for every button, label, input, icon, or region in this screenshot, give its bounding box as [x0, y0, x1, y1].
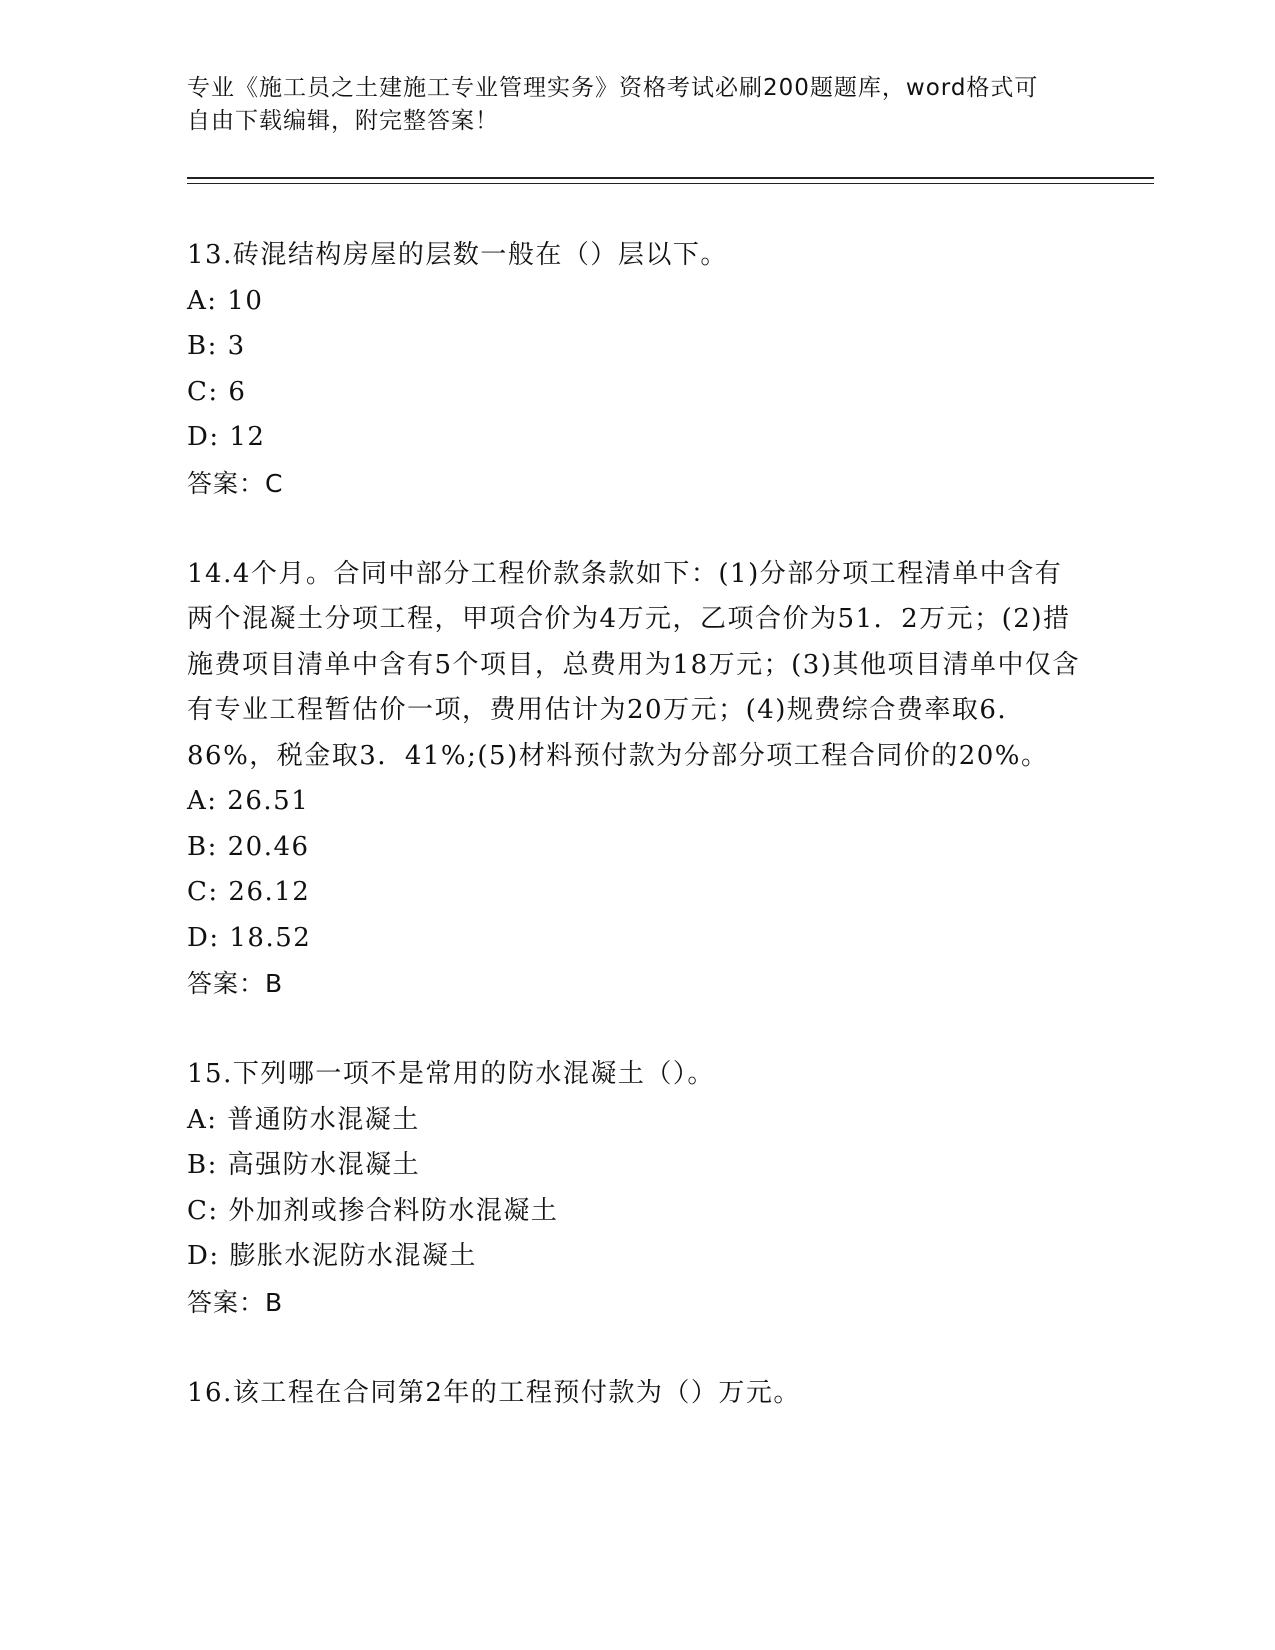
- option-a: A: 26.51: [187, 786, 310, 816]
- option-c: C: 6: [187, 376, 247, 407]
- question-14: [187, 552, 1087, 1007]
- document-header: [187, 72, 1067, 138]
- option-b: B: 3: [187, 331, 246, 361]
- option-a: A: 10: [187, 285, 264, 316]
- question-stem: 13.砖混结构房屋的层数一般在（）层以下。: [187, 240, 728, 270]
- option-b: B: 20.46: [187, 831, 310, 862]
- question-13: [187, 233, 1087, 506]
- option-d: D: 18.52: [187, 922, 312, 953]
- answer-line: 答案：C: [187, 468, 284, 498]
- question-16: [187, 1371, 1087, 1417]
- option-c: C: 26.12: [187, 877, 311, 907]
- answer-line: 答案：B: [187, 969, 284, 998]
- question-15: [187, 1052, 1087, 1325]
- question-stem: 16.该工程在合同第2年的工程预付款为（）万元。: [187, 1377, 801, 1408]
- option-b: B: 高强防水混凝土: [187, 1150, 421, 1180]
- header-divider: [187, 177, 1154, 179]
- option-a: A: 普通防水混凝土: [187, 1104, 420, 1135]
- question-stem: 14.4个月。合同中部分工程价款条款如下：(1)分部分项工程清单中含有两个混凝土分项工程，甲项合价为4万元，乙项合价为51．2万元；(2)措施费项目清单中含有5个项目，总费用为18万元；(3)其他项目清单中仅含有专业工程暂估价一项，费用估计为20万元；(4)规费综合费率取6．86%，税金取3．41%;(5)材料预付款为分部分项工程合同价的20%。: [187, 558, 1080, 771]
- question-list: [187, 233, 1087, 1462]
- header-title-line2: 自由下载编辑，附完整答案！: [187, 108, 499, 134]
- header-divider-thin: [187, 183, 1154, 184]
- option-c: C: 外加剂或掺合料防水混凝土: [187, 1195, 559, 1226]
- question-stem: 15.下列哪一项不是常用的防水混凝土（）。: [187, 1059, 715, 1089]
- option-d: D: 12: [187, 422, 266, 452]
- option-d: D: 膨胀水泥防水混凝土: [187, 1241, 477, 1271]
- header-title-line1: 专业《施工员之土建施工专业管理实务》资格考试必刷200题题库，word格式可: [187, 75, 1039, 101]
- answer-line: 答案：B: [187, 1287, 284, 1317]
